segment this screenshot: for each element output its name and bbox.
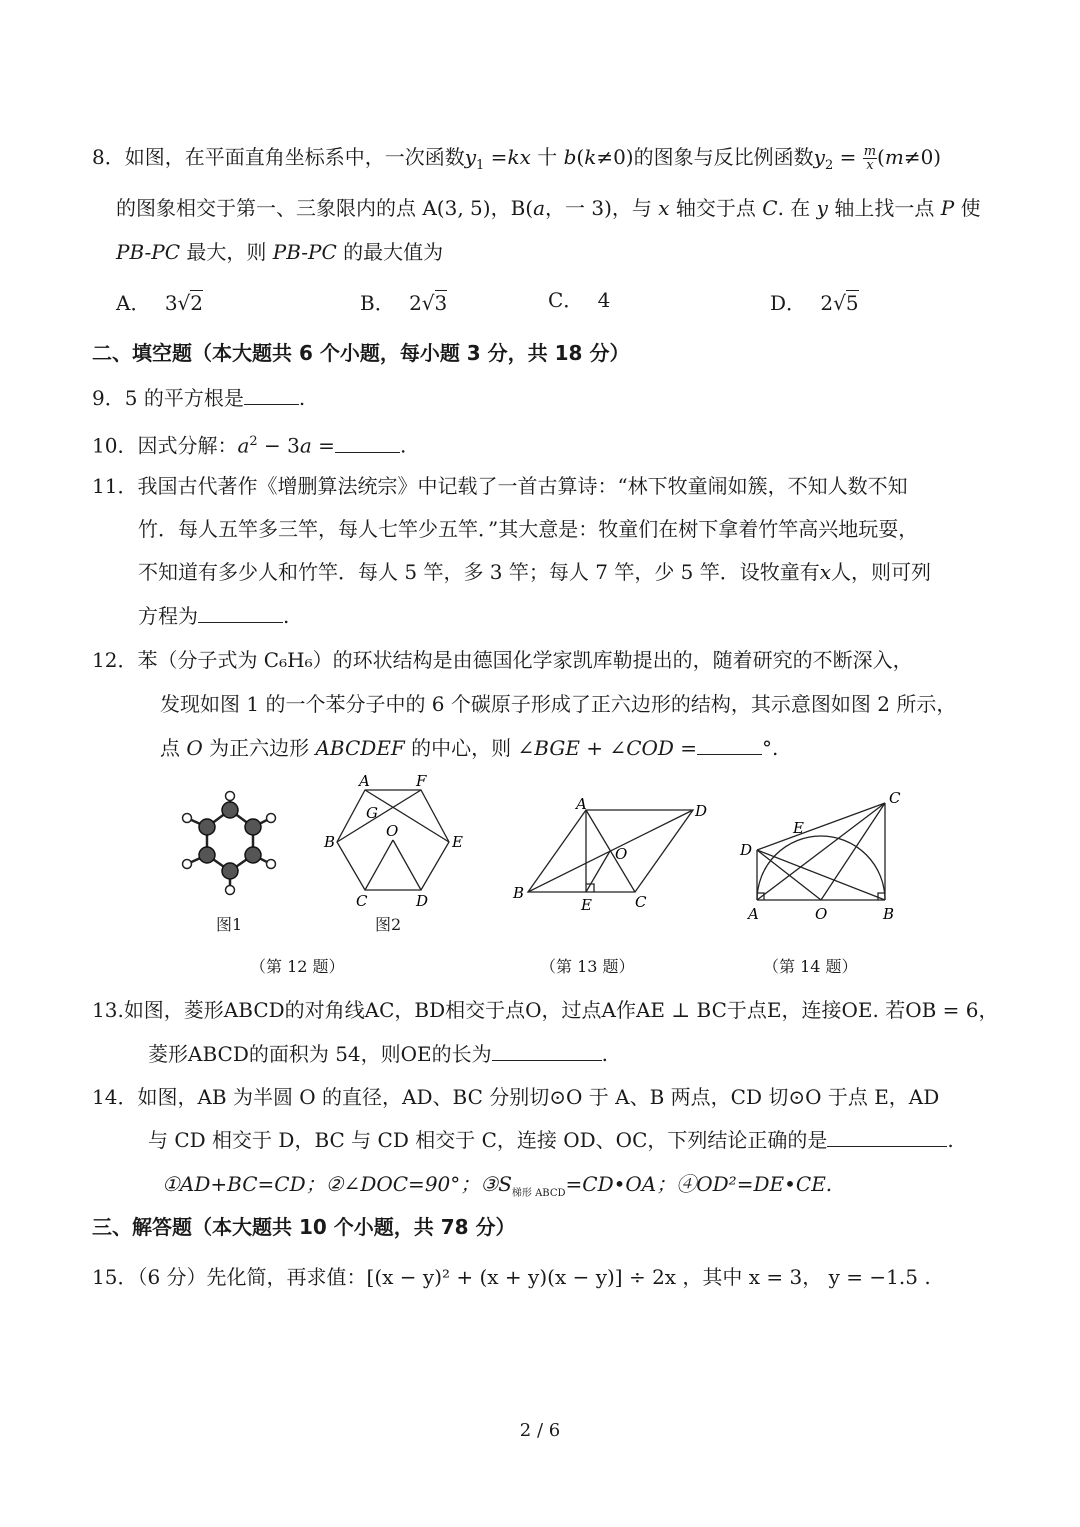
q13-line1: 13.如图，菱形ABCD的对角线AC，BD相交于点O，过点A作AE ⊥ BC于点E，连接OE. 若OB = 6， [92,998,999,1022]
semi-label-o: O [815,905,828,923]
benzene-molecule-figure [175,790,285,905]
rhombus-label-o: O [615,845,628,863]
caption-q13: （第 13 题） [540,957,635,976]
q11-line1: 11．我国古代著作《增删算法统宗》中记载了一首古算诗：“林下牧童闹如簇，不知人数不知 [92,474,908,498]
q8-line1: 8．如图，在平面直角坐标系中，一次函数$y_1 =kx$ 十 b(k≠0)的图象与反比例函数$y_2$ = $\frac{m}{x}$ (m≠0) [92,144,942,173]
q11-answer-blank[interactable] [198,602,283,623]
q12-line2: 发现如图 1 的一个苯分子中的 6 个碳原子形成了正六边形的结构，其示意图如图 2 所示， [160,692,957,716]
q15: 15．（6 分）先化简，再求值：[(x − y)² + (x + y)(x − y)] ÷ 2x ，其中 x = 3， y = −1.5 . [92,1265,931,1289]
q11-line3: 不知道有多少人和竹竿．每人 5 竿，多 3 竿；每人 7 竿，少 5 竿．设牧童有x人，则可列 [138,560,932,584]
q12-answer-blank[interactable] [697,734,762,755]
sqrt-symbol: √ [421,291,435,315]
semicircle-tangent-figure [735,785,915,925]
q12-line1: 12．苯（分子式为 C₆H₆）的环状结构是由德国化学家凯库勒提出的，随着研究的不断深入， [92,648,913,672]
semi-label-e: E [793,819,804,837]
q8-option-b: B． 2√3 [360,291,448,315]
q12-line3: 点 O 为正六边形 ABCDEF 的中心，则 ∠BGE + ∠COD = °. [160,736,779,760]
q8-line2: 的图象相交于第一、三象限内的点 A(3, 5)，B(a，一 3)，与 x 轴交于点 C. 在 y 轴上找一点 P 使 [116,196,981,220]
hex-label-a: A [359,772,370,790]
hex-label-d: D [416,892,429,910]
q8-line3: PB-PC 最大，则 PB-PC 的最大值为 [116,240,444,264]
q13-answer-blank[interactable] [492,1040,602,1061]
section2-heading: 二、填空题（本大题共 6 个小题，每小题 3 分，共 18 分） [92,341,630,365]
hex-label-g: G [366,804,378,822]
page-number: 2 / 6 [519,1420,561,1441]
caption-q12: （第 12 题） [250,957,345,976]
hex-label-c: C [356,892,368,910]
rhombus-label-c: C [635,893,647,911]
semi-label-b: B [883,905,895,923]
q8-option-c: C． 4 [548,288,611,312]
q13-line2: 菱形ABCD的面积为 54，则OE的长为 . [148,1042,609,1066]
q14-answer-blank[interactable] [827,1126,947,1147]
fraction-m-over-x: $\frac{m}{x}$ [863,144,877,173]
semi-label-d: D [740,841,753,859]
rhombus-label-a: A [576,795,587,813]
semi-label-a: A [748,905,759,923]
q8-number: 8． [92,145,125,169]
fig1-caption: 图1 [216,915,243,934]
q11-line4: 方程为 . [138,604,290,628]
q10-answer-blank[interactable] [335,432,400,453]
q9: 9．5 的平方根是 . [92,386,306,410]
sqrt-symbol: √ [177,291,191,315]
hex-label-o: O [386,822,399,840]
hex-label-e: E [452,833,463,851]
rhombus-label-e: E [581,896,592,914]
hexagon-figure [318,772,468,912]
hex-label-f: F [416,772,427,790]
q14-line2: 与 CD 相交于 D，BC 与 CD 相交于 C，连接 OD、OC，下列结论正确的是 . [148,1128,954,1152]
rhombus-label-b: B [513,884,525,902]
q9-answer-blank[interactable] [244,384,299,405]
q14-conclusions: ①AD+BC=CD；②∠DOC=90°；$③S_{梯形 ABCD}=CD•OA$；④OD²=DE•CE. [162,1172,833,1199]
hex-label-b: B [324,833,336,851]
q14-line1: 14．如图，AB 为半圆 O 的直径，AD、BC 分别切⊙O 于 A、B 两点，CD 切⊙O 于点 E，AD [92,1085,940,1109]
sqrt-symbol: √ [833,291,846,315]
q8-option-a: A． 3√2 [116,291,204,315]
q10: 10．因式分解：$a^2 - 3a$ = . [92,433,407,458]
rhombus-figure [508,795,713,915]
q8-option-d: D． 2√5 [770,291,859,315]
caption-q14: （第 14 题） [763,957,858,976]
fig2-caption: 图2 [375,915,402,934]
rhombus-label-d: D [695,802,708,820]
semi-label-c: C [889,789,901,807]
section3-heading: 三、解答题（本大题共 10 个小题，共 78 分） [92,1215,516,1239]
q11-line2: 竹．每人五竿多三竿，每人七竿少五竿．”其大意是：牧童们在树下拿着竹竿高兴地玩耍， [138,517,919,541]
